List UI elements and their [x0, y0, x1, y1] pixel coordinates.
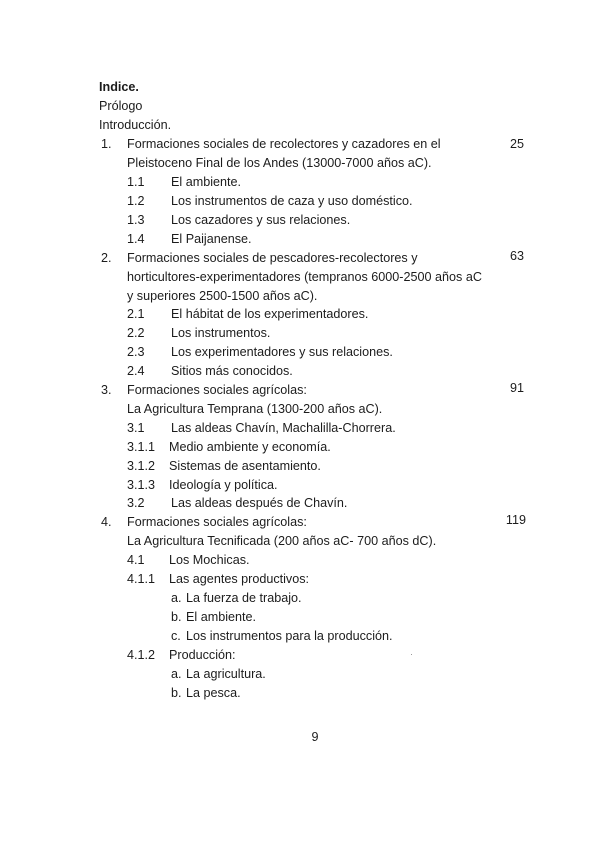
toc-entry-number: 3.1	[127, 421, 145, 435]
toc-entry-number: 2.3	[127, 345, 145, 359]
toc-entry-number: 1.	[101, 137, 112, 151]
toc-entry-text: El Paijanense.	[171, 232, 252, 246]
toc-page-number: 63	[509, 249, 524, 263]
toc-entry-text: Las agentes productivos:	[169, 572, 310, 586]
toc-entry-text: Formaciones sociales de recolectores y cazadores en el	[127, 137, 441, 151]
toc-page-number: 91	[509, 381, 524, 395]
toc-entry-text: Pleistoceno Final de los Andes (13000-7000 años aC).	[127, 156, 432, 170]
toc-entry-text: El ambiente.	[171, 175, 242, 189]
toc-entry-text: y superiores 2500-1500 años aC).	[127, 289, 318, 303]
toc-entry-number: 4.	[101, 515, 112, 529]
toc-entry-number: a.	[171, 667, 182, 681]
toc-entry-number: 1.3	[127, 213, 145, 227]
toc-entry-number: 1.2	[127, 194, 145, 208]
toc-entry-number: c.	[171, 629, 181, 643]
toc-entry-text: Prólogo	[99, 99, 143, 113]
toc-entry-text: Formaciones sociales de pescadores-recolectores y	[127, 251, 418, 265]
toc-entry-text: Medio ambiente y economía.	[169, 440, 331, 454]
toc-entry-text: Ideología y política.	[169, 478, 278, 492]
page-number-footer: 9	[311, 730, 319, 744]
toc-entry-number: 3.	[101, 383, 112, 397]
toc-entry-number: 2.4	[127, 364, 145, 378]
toc-entry-text: Formaciones sociales agrícolas:	[127, 515, 307, 529]
index-title: Indice.	[99, 80, 139, 94]
toc-entry-number: 4.1.1	[127, 572, 156, 586]
toc-entry-text: La pesca.	[186, 686, 241, 700]
toc-page-number: 25	[509, 137, 524, 151]
toc-page-number: 119	[505, 513, 526, 527]
toc-entry-number: 3.2	[127, 496, 145, 510]
toc-entry-text: El hábitat de los experimentadores.	[171, 307, 369, 321]
toc-entry-text: La agricultura.	[186, 667, 266, 681]
toc-entry-text: Las aldeas después de Chavín.	[171, 496, 348, 510]
toc-entry-text: horticultores-experimentadores (tempranos 6000-2500 años aC	[127, 270, 482, 284]
toc-entry-number: 1.1	[127, 175, 145, 189]
toc-entry-text: Las aldeas Chavín, Machalilla-Chorrera.	[171, 421, 396, 435]
toc-entry-number: 4.1	[127, 553, 145, 567]
toc-entry-text: Los cazadores y sus relaciones.	[171, 213, 351, 227]
toc-entry-number: b.	[171, 610, 182, 624]
toc-entry-text: Los Mochicas.	[169, 553, 250, 567]
toc-entry-text: Los instrumentos para la producción.	[186, 629, 393, 643]
toc-entry-number: 3.1.3	[127, 478, 156, 492]
scan-speck	[411, 654, 412, 655]
toc-entry-text: Producción:	[169, 648, 236, 662]
toc-entry-text: El ambiente.	[186, 610, 257, 624]
toc-entry-text: Introducción.	[99, 118, 172, 132]
toc-entry-number: 2.	[101, 251, 112, 265]
toc-entry-number: 3.1.2	[127, 459, 156, 473]
toc-entry-text: Sistemas de asentamiento.	[169, 459, 321, 473]
toc-entry-number: 4.1.2	[127, 648, 156, 662]
toc-entry-text: Formaciones sociales agrícolas:	[127, 383, 307, 397]
toc-entry-text: Los experimentadores y sus relaciones.	[171, 345, 393, 359]
toc-entry-number: 1.4	[127, 232, 145, 246]
toc-entry-number: 2.1	[127, 307, 145, 321]
toc-entry-number: 2.2	[127, 326, 145, 340]
toc-entry-text: La Agricultura Temprana (1300-200 años aC).	[127, 402, 383, 416]
toc-entry-number: a.	[171, 591, 182, 605]
toc-entry-text: Los instrumentos.	[171, 326, 271, 340]
toc-entry-text: La fuerza de trabajo.	[186, 591, 302, 605]
toc-entry-number: 3.1.1	[127, 440, 156, 454]
toc-entry-text: La Agricultura Tecnificada (200 años aC- 700 años dC).	[127, 534, 437, 548]
toc-entry-text: Sitios más conocidos.	[171, 364, 293, 378]
toc-entry-text: Los instrumentos de caza y uso doméstico.	[171, 194, 413, 208]
toc-entry-number: b.	[171, 686, 182, 700]
